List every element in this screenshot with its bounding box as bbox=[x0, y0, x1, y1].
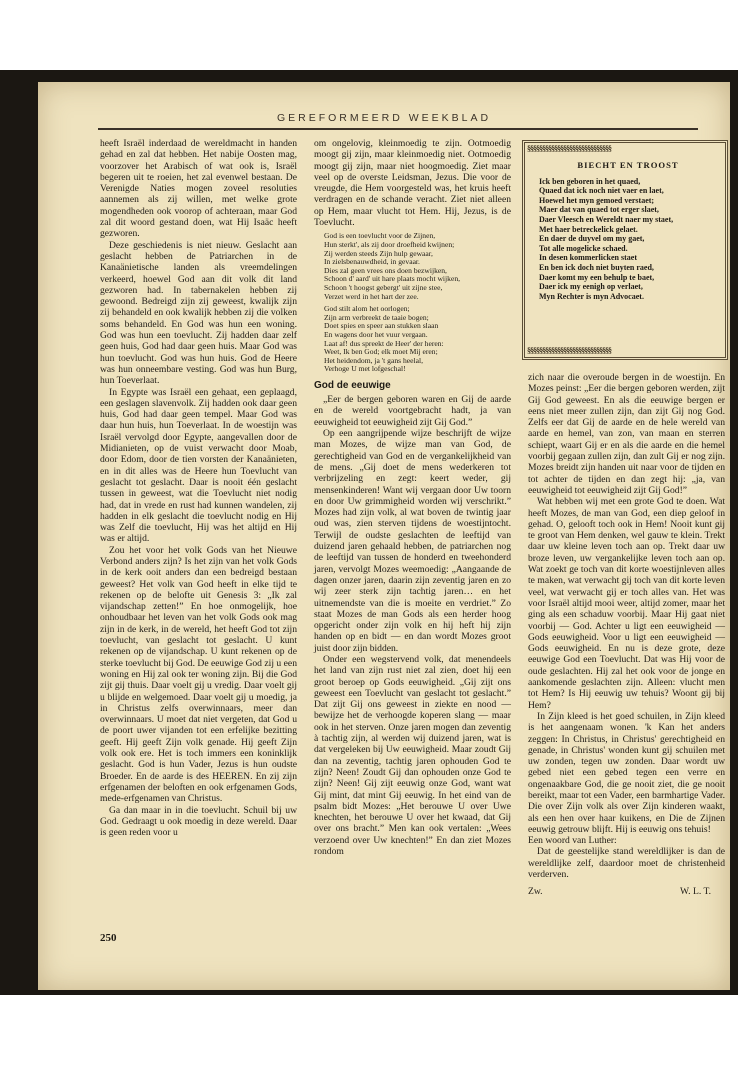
paragraph: zich naar die overoude bergen in de woestijn. En Mozes peinst: „Eer die bergen geboren werden, zijt Gij God geweest. En als die eeuwige bergen er eens niet meer zullen zijn, dan zijt Gij nog God. Zelfs eer dat Gij de aarde en de hele wereld van aarde en hemel, van zon, van maan en sterren schiept, waart Gij er en als die aarde en die hemel voorbij gegaan zullen zijn, dan zult Gij er nog zijn. Mozes breidt zijn handen uit naar voor de tijden en tot achter de tijden en dan zegt hij: „ja, van eeuwigheid tot eeuwigheid zijt Gij God!” bbox=[528, 372, 725, 496]
quote-body: Dat de geestelijke stand wereldlijker is dan de wereldlijke zelf, daardoor moet de christenheid verderven. bbox=[528, 846, 725, 881]
section-title: God de eeuwige bbox=[314, 379, 391, 391]
paragraph: In Egypte was Israël een gehaat, een geplaagd, een geslagen slavenvolk. Zij hadden ook daar geen huis, God had daar geen tempel. Maar God was daar hun huis, hun Toeverlaat. In de woestijn was Israël vervolgd door Egypte, aangevallen door de Midianieten, op de vuist verwacht door Moab, door Edom, door de tien vorsten der Kanaänieten, en in dit alles was de Heere hun Toevlucht van geslacht tot geslacht. Daar is nooit één geslacht tussen in geweest, wat die Toevlucht niet nodig had, dat in vrede en rust had kunnen wandelen, zij hadden in elk geslacht die toevlucht nodig en Hij was Zelf die toevlucht, Hij was het altijd en Hij was er altijd. bbox=[100, 386, 297, 545]
signature-left: Zw. bbox=[528, 886, 543, 898]
column-3 bbox=[528, 372, 725, 898]
column-2 bbox=[314, 138, 511, 857]
poem-title: §§§§§§§§§§§§§§§§§§§§§§§§§§§§ BIECHT EN TROOST bbox=[577, 160, 679, 170]
paragraph: „Eer de bergen geboren waren en Gij de aarde en de wereld voortgebracht hadt, ja van eeuwigheid tot eeuwigheid zijt Gij God.” bbox=[314, 394, 511, 428]
hymn-stanza: God is een toevlucht voor de Zijnen, Hun sterkt', als zij door droefheid kwijnen; Zij werden steeds Zijn hulp gewaar, In zielsbenauwdheid, in gevaar. Dies zal geen vrees ons doen bezwijken, Schoon d' aard' uit hare plaats mocht wijken, Schoon 't hoogst gebergt' uit zijne stee, Verzet werd in het hart der zee. bbox=[324, 231, 461, 301]
paragraph: Wat hebben wij met een grote God te doen. Wat heeft Mozes, de man van God, een diep geloof in gehad. O, gelooft toch ook in Hem! Nooit kunt gij te groot van Hem denken, wel gauw te klein. Trekt daar uw kleine leven toch aan op. Trekt daar uw broze leven, uw vergankelijke leven toch aan op. Wat zoekt ge toch van dit korte woestijnleven alles te maken, wat verwacht gij toch van dit korte leven veel, wat verwacht gij er toch alles van. Het was voor Israël altijd mooi weer, altijd zomer, maar het ging als een schaduw voorbij. Maar Hij gaat niet voorbij — God. Achter u ligt een eeuwigheid — Gods eeuwigheid. Voor u ligt een eeuwigheid — Gods eeuwigheid. En nu is deze grote, deze eeuwige God een Toevlucht. Dat was Hij voor de oude geslachten. Hij zal het ook voor de jonge en aankomende geslachten zijn. Alleen: vlucht men tot Hem? Is Hij eeuwig uw tehuis? Woont gij bij Hem? bbox=[528, 496, 725, 711]
page-header-title: GEREFORMEERD WEEKBLAD bbox=[276, 112, 492, 124]
signature-row bbox=[528, 886, 725, 897]
quote-title: Een woord van Luther: bbox=[528, 835, 617, 847]
page-number: 250 bbox=[100, 932, 117, 944]
paragraph: Ga dan maar in in die toevlucht. Schuil bij uw God. Gedraagt u ook moedig in deze wereld. Daar is geen reden voor u bbox=[100, 804, 297, 839]
paragraph: heeft Israël inderdaad de wereldmacht in handen gehad en zal dat hebben. Het nabije Oosten mag, voorzover het Arabisch of wat ook is, Israël begeren uit te roeien, het zal evenwel bestaan. De Verenigde Naties mogen zoveel resoluties aannemen als zij willen, met welke grote mogendheden ook voorop of achteraan, maar God zal dit woord gestand doen, wat Hij Isaäc heeft gezworen. bbox=[100, 138, 297, 240]
page-sheet bbox=[38, 82, 730, 990]
paragraph: Deze geschiedenis is niet nieuw. Geslacht aan geslacht hebben de Patriarchen in de Kanaänietische landen als vreemdelingen verkeerd, hoewel God aan dit volk dit land gezworen had. In tabernakelen hebben zij gewoond. Bedreigd zijn zij geweest, kwalijk zijn zij behandeld en ook kwalijk hebben zij die volken soms behandeld. En God was hun een woning. God was hun een toevlucht. Zij hadden daar zelf geen huis, God had daar geen huis. Maar God was hun toevlucht. God was hun huis. God de Heere was hun onneembare vesting. God was hun Burg, hun Toeverlaat. bbox=[100, 239, 297, 387]
poem-box bbox=[522, 140, 728, 360]
poem-lines: Ick ben geboren in het quaed, Quaed dat ick noch niet vaer en laet, Hoewel het myn gemoed verstaet; Maer dat van quaed tot erger slaet, Daer Vleesch en Wereldt naer my staet, Met haer betreckelick gelaet. En daer de duyvel om my gaet, Tot alle mogelicke schaed. In desen kommerlicken staet En ben ick doch niet buyten raed, Daer komt my een behulp te baet, Daer ick my eenigh op verlaet, Myn Rechter is myn Advocaet. bbox=[539, 176, 674, 301]
paragraph: In Zijn kleed is het goed schuilen, in Zijn kleed is het aangenaam wonen. 'k Kan het anders zeggen: In Christus, in Christus' gerechtigheid en genade, in Christus' wonden kunt gij schuilen met uw zonden, tegen uw zonden. Daar wordt uw gebed niet een gebed tegen een verre en ongenaakbare God, die ge nooit ziet, die ge nooit bereikt, maar tot een Vader, een barmhartige Vader. Die over Zijn volk als over Zijn kinderen waakt, als een hen over haar kuikens, en Die de Zijnen eeuwig getrouw blijft. Hij is eeuwig ons tehuis! bbox=[528, 710, 725, 835]
signature-right: W. L. T. bbox=[679, 886, 711, 898]
paragraph: om ongelovig, kleinmoedig te zijn. Ootmoedig moogt gij zijn, maar kleinmoedig niet. Ootmoedig moogt gij zijn, maar niet hoogmoedig. Ziet maar veel op de overste Leidsman, Jezus. Die voor de vreugde, die Hem voorgesteld was, het kruis heeft verdragen en de schande veracht. Ziet niet alleen op Hem, maar vlucht tot Hem. Hij, Jezus, is de Toevlucht. bbox=[314, 138, 511, 229]
column-1 bbox=[100, 138, 297, 838]
paragraph: Onder een wegstervend volk, dat menendeels het land van zijn rust niet zal zien, doet hij een groot beroep op Gods eeuwigheid. „Gij zijt ons geweest een Toevlucht van geslacht tot geslacht.” Dat zijt Gij ons geweest in ziekte en nood — bewijze het de verhoogde koperen slang — maar ook in het sterven. Onze jaren mogen dan zeventig à tachtig zijn, al werden wij duizend jaren, wat is dat vergeleken bij Uw eeuwigheid. Maar zoudt Gij dan na zeventig, tachtig jaren ophouden God te zijn? Neen! Zoudt Gij dan ophouden onze God te zijn? Neen! Gij zijt eeuwig onze God, want wat Gij mint, dat mint Gij eeuwig. In het eind van de psalm bidt Mozes: „Het berouwe U over Uwe knechten, het berouwe U over het kwaad, dat Gij over ons bracht.” Men kan ook vertalen: „Wees verzoend over Uw knechten!” En dan ziet Mozes rondom bbox=[314, 654, 511, 858]
paragraph: Zou het voor het volk Gods van het Nieuwe Verbond anders zijn? Is het zijn van het volk Gods in de kerk ooit anders dan een bedreigd bestaan geweest? Het volk van God heeft in elke tijd te rekenen op de belofte uit Genesis 3: „Ik zal vijandschap zetten!” En hoe onmogelijk, hoe onhoudbaar het leven van het volk Gods ook mag zijn in de kerk, in de wereld, het heeft God tot zijn toevlucht, van geslacht tot geslacht. U kunt rekenen op de vijandschap. U kunt rekenen op de sterke toevlucht bij God. De eeuwige God zij u een woning en Hij zal ook ter woning zijn. Bij die God zijt gij thuis. Daar voelt gij u vredig. Daar voelt gij u blijde en welgemoed. Daar voelt gij u moedig, ja in Christus zelfs overwinnaars, meer dan overwinnaars. U moet dat niet vergeten, dat God u de poort uwer vijanden tot een erfelijke bezitting geeft. Hij geeft Zijn volk genade. Hij geeft Zijn volk ook ere. Het is toch immers een koninklijk geslacht. God is hun Vader, Jezus is hun oudste Broeder. En de aarde is des HEEREN. En zij zijn erfgenamen der beloften en ook erfgenamen Gods, mede-erfgenamen van Christus. bbox=[100, 544, 297, 805]
header-rule bbox=[98, 128, 698, 130]
hymn-stanza: God stilt alom het oorlogen; Zijn arm verbreekt de taaie bogen; Doet spies en speer aan stukken slaan En wagens door het vuur vergaan. Laat af! dus spreekt de Heer' der heren: Weet, Ik ben God; elk moet Mij eren; Het heidendom, ja 't gans heelal, Verhoge U met lofgeschal! bbox=[324, 304, 444, 374]
paragraph: Op een aangrijpende wijze beschrijft de wijze man Mozes, de wijze man van God, de gerechtigheid van God en de vergankelijkheid van de mens. „Gij doet de mens wederkeren tot verbrijzeling en zegt: keert weder, gij mensenkinderen! Want wij vergaan door Uw toorn en door Uw grimmigheid worden wij verschrikt.” Mozes had zijn volk, al wat boven de twintig jaar oud was, zien sterven tijdens de woestijntocht. Terwijl de oudste geslachten de leeftijd van duizend jaren gehaald hebben, de patriarchen nog de leeftijd van tussen de honderd en tweehonderd jaren, vervolgt Mozes weemoedig: „Aangaande de dagen onzer jaren, daarin zijn zeventig jaren en zo wij zeer sterk zijn tachtig jaren… en het uitnemendste van die is moeite en verdriet.” Zo staat Mozes de man Gods als een herder hoog opgericht onder zijn volk en hij heft hij zijn handen op en bidt — en dan wordt Mozes groot juist door zijn bidden. bbox=[314, 428, 511, 654]
